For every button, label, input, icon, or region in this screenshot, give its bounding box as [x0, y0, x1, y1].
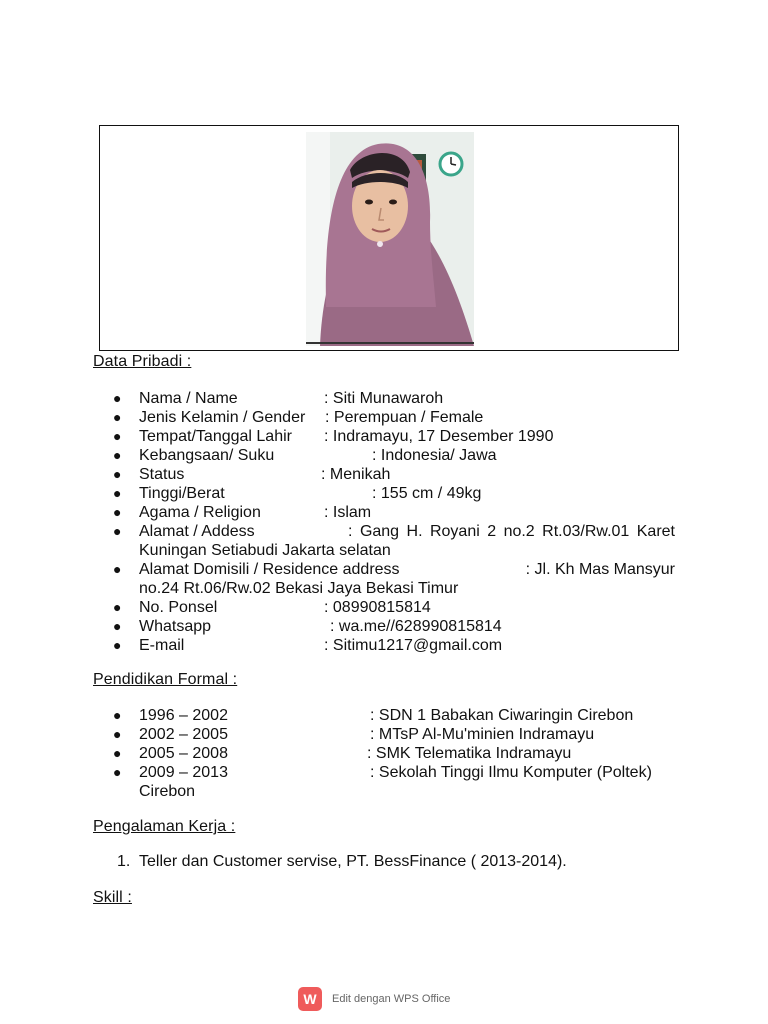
photo-frame [99, 125, 679, 351]
item-value: : Perempuan / Female [325, 409, 484, 426]
bullet-icon: ● [113, 523, 122, 539]
list-item [93, 503, 675, 522]
list-item [93, 725, 675, 744]
list-item [93, 465, 675, 484]
list-item [93, 706, 675, 725]
education-school: : MTsP Al-Mu'minien Indramayu [370, 726, 595, 743]
bullet-icon: ● [113, 745, 122, 761]
list-item [93, 744, 675, 763]
item-label: Alamat Domisili / Residence address [139, 561, 400, 578]
education-years: 1996 – 2002 [139, 707, 228, 724]
experience-heading: Pengalaman Kerja : [93, 818, 236, 835]
wps-watermark [298, 987, 450, 1011]
list-item [93, 522, 675, 560]
bullet-icon: ● [113, 561, 122, 577]
wps-footer-text: Edit dengan WPS Office [332, 993, 451, 1005]
education-school-continued: Cirebon [139, 783, 196, 800]
list-item [93, 560, 675, 598]
item-label: Alamat / Addess [139, 523, 255, 540]
bullet-icon: ● [113, 428, 122, 444]
item-value: : 155 cm / 49kg [372, 485, 482, 502]
item-value-continued: no.24 Rt.06/Rw.02 Bekasi Jaya Bekasi Timur [139, 580, 459, 597]
education-school: : SDN 1 Babakan Ciwaringin Cirebon [370, 707, 634, 724]
item-label: Kebangsaan/ Suku [139, 447, 275, 464]
personal-data-heading: Data Pribadi : [93, 353, 192, 370]
profile-photo-illustration [306, 132, 474, 346]
item-label: Tempat/Tanggal Lahir [139, 428, 292, 445]
list-item [93, 427, 675, 446]
list-item [93, 408, 675, 427]
item-label: Agama / Religion [139, 504, 261, 521]
item-label: Tinggi/Berat [139, 485, 225, 502]
item-value: : Siti Munawaroh [324, 390, 444, 407]
education-years: 2009 – 2013 [139, 764, 228, 781]
bullet-icon: ● [113, 447, 122, 463]
education-heading: Pendidikan Formal : [93, 671, 238, 688]
list-item [93, 617, 675, 636]
item-value: : Sitimu1217@gmail.com [324, 637, 503, 654]
item-value: : Indonesia/ Jawa [372, 447, 497, 464]
bullet-icon: ● [113, 390, 122, 406]
wps-logo-icon: W [298, 987, 322, 1011]
bullet-icon: ● [113, 504, 122, 520]
bullet-icon: ● [113, 637, 122, 653]
bullet-icon: ● [113, 618, 122, 634]
bullet-icon: ● [113, 599, 122, 615]
item-value: : Jl. Kh Mas Mansyur [525, 561, 675, 578]
skill-heading: Skill : [93, 889, 132, 906]
list-item [93, 389, 675, 408]
item-value: : Indramayu, 17 Desember 1990 [324, 428, 554, 445]
item-value: : Gang H. Royani 2 no.2 Rt.03/Rw.01 Karet [348, 523, 675, 540]
education-years: 2005 – 2008 [139, 745, 228, 762]
education-list [93, 706, 675, 801]
list-item [93, 636, 675, 655]
bullet-icon: ● [113, 726, 122, 742]
education-school: : Sekolah Tinggi Ilmu Komputer (Poltek) [370, 764, 652, 781]
list-item [93, 763, 675, 801]
item-label: Status [139, 466, 185, 483]
experience-text: Teller dan Customer servise, PT. BessFinance ( 2013-2014). [139, 853, 567, 870]
photo-underline [306, 342, 474, 344]
education-years: 2002 – 2005 [139, 726, 228, 743]
bullet-icon: ● [113, 485, 122, 501]
item-value: : Islam [324, 504, 372, 521]
item-value: : 08990815814 [324, 599, 431, 616]
item-label: Whatsapp [139, 618, 212, 635]
item-value: : wa.me//628990815814 [330, 618, 502, 635]
personal-data-list [93, 389, 675, 655]
bullet-icon: ● [113, 466, 122, 482]
education-school: : SMK Telematika Indramayu [367, 745, 572, 762]
item-label: Jenis Kelamin / Gender [139, 409, 306, 426]
item-label: Nama / Name [139, 390, 238, 407]
bullet-icon: ● [113, 409, 122, 425]
item-label: E-mail [139, 637, 185, 654]
bullet-icon: ● [113, 764, 122, 780]
list-item [93, 446, 675, 465]
item-value-continued: Kuningan Setiabudi Jakarta selatan [139, 542, 391, 559]
item-value: : Menikah [321, 466, 391, 483]
item-label: No. Ponsel [139, 599, 218, 616]
profile-photo [306, 132, 474, 346]
list-item [93, 598, 675, 617]
experience-number: 1. [117, 853, 131, 870]
list-item [93, 484, 675, 503]
bullet-icon: ● [113, 707, 122, 723]
